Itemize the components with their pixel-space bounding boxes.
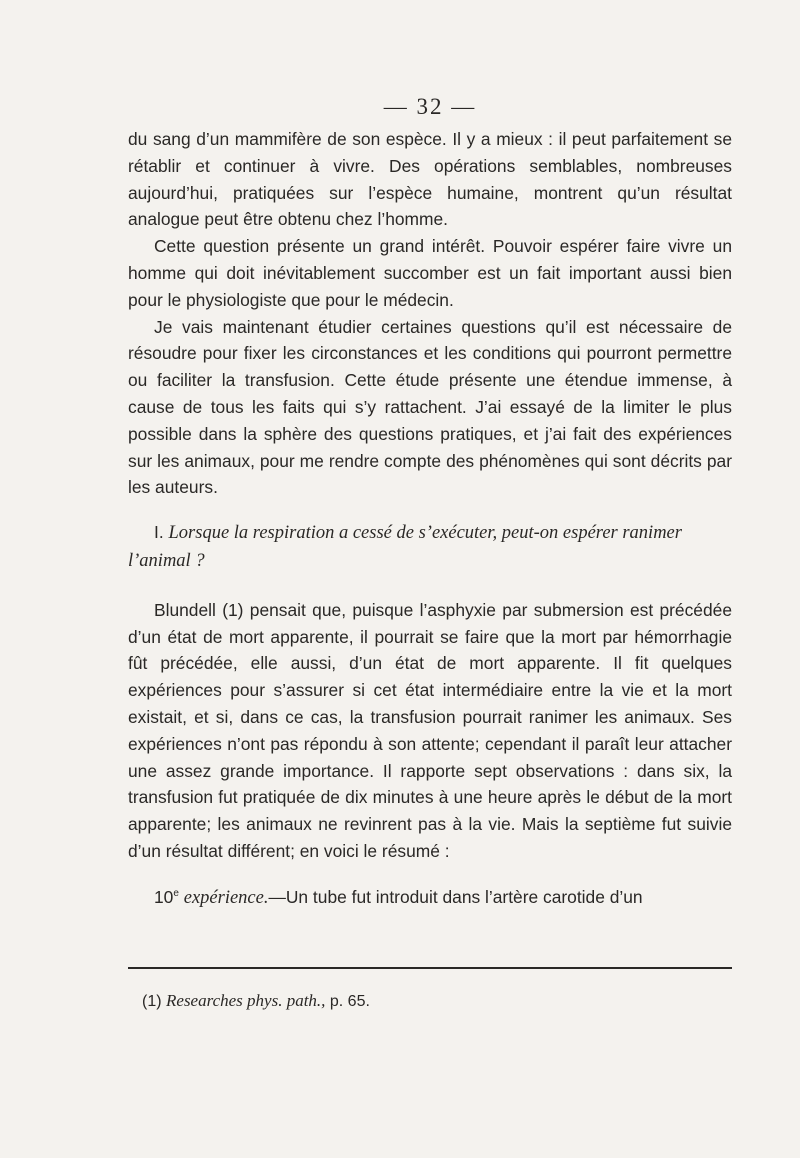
paragraph-1: du sang d’un mammifère de son espèce. Il y a mieux : il peut parfaitement se rétablir et continuer à vivre. Des opérations semblables, nombreuses aujourd’hui, pratiquées sur l’espèce humaine, montrent qu’un résultat analogue peut être obtenu chez l’homme.	[128, 129, 732, 230]
experiment-line	[128, 881, 732, 912]
paragraph-2: Cette question présente un grand intérêt. Pouvoir espérer faire vivre un homme qui doit inévitablement succomber est un fait important aussi bien pour le physiologiste que pour le médecin.	[128, 236, 732, 310]
experiment-label: expérience.	[183, 887, 269, 908]
page-body	[128, 94, 732, 912]
footnote-rule	[128, 967, 732, 969]
experiment-number: 10e	[154, 886, 179, 907]
page-number: — 32 —	[383, 94, 477, 119]
section-title: Lorsque la respiration a cessé de s’exécuter, peut-on espérer ranimer l’animal ?	[128, 523, 682, 571]
spacer	[128, 575, 732, 597]
footnote-title: Researches phys. path.,	[166, 991, 326, 1010]
footnote-ref: p. 65.	[329, 993, 370, 1010]
footnote-marker: (1)	[142, 993, 162, 1010]
section-heading	[128, 519, 732, 575]
paragraph-4: Blundell (1) pensait que, puisque l’asphyxie par submersion est précédée d’un état de mort apparente, il pourrait se faire que la mort par hémorrhagie fût précédée, elle aussi, d’un état de mort apparente. Il fit quelques expériences pour s’assurer si cet état intermédiaire entre la vie et la mort existait, et si, dans ce cas, la transfusion pourrait ranimer les animaux. Ses expériences n’ont pas répondu à son attente; cependant il paraît leur attacher une assez grande importance. Il rapporte sept observations : dans six, la transfusion fut pratiquée de dix minutes à une heure après le début de la mort apparente; les animaux ne revinrent pas à la vie. Mais la septième fut suivie d’un résultat différent; en voici le résumé :	[128, 599, 732, 861]
paragraph-3: Je vais maintenant étudier certaines questions qu’il est nécessaire de résoudre pour fixer les circonstances et les conditions qui pourront permettre ou faciliter la transfusion. Cette étude présente une étendue immense, à cause de tous les faits qui s’y rattachent. J’ai essayé de la limiter le plus possible dans la sphère des questions pratiques, et j’ai fait des expériences sur les animaux, pour me rendre compte des phénomènes qui sont décrits par les auteurs.	[128, 316, 732, 498]
section-numeral: I.	[154, 522, 164, 543]
footnote	[142, 990, 370, 1013]
experiment-text: —Un tube fut introduit dans l’artère carotide d’un	[268, 886, 643, 907]
experiment-ordinal: e	[173, 887, 179, 899]
